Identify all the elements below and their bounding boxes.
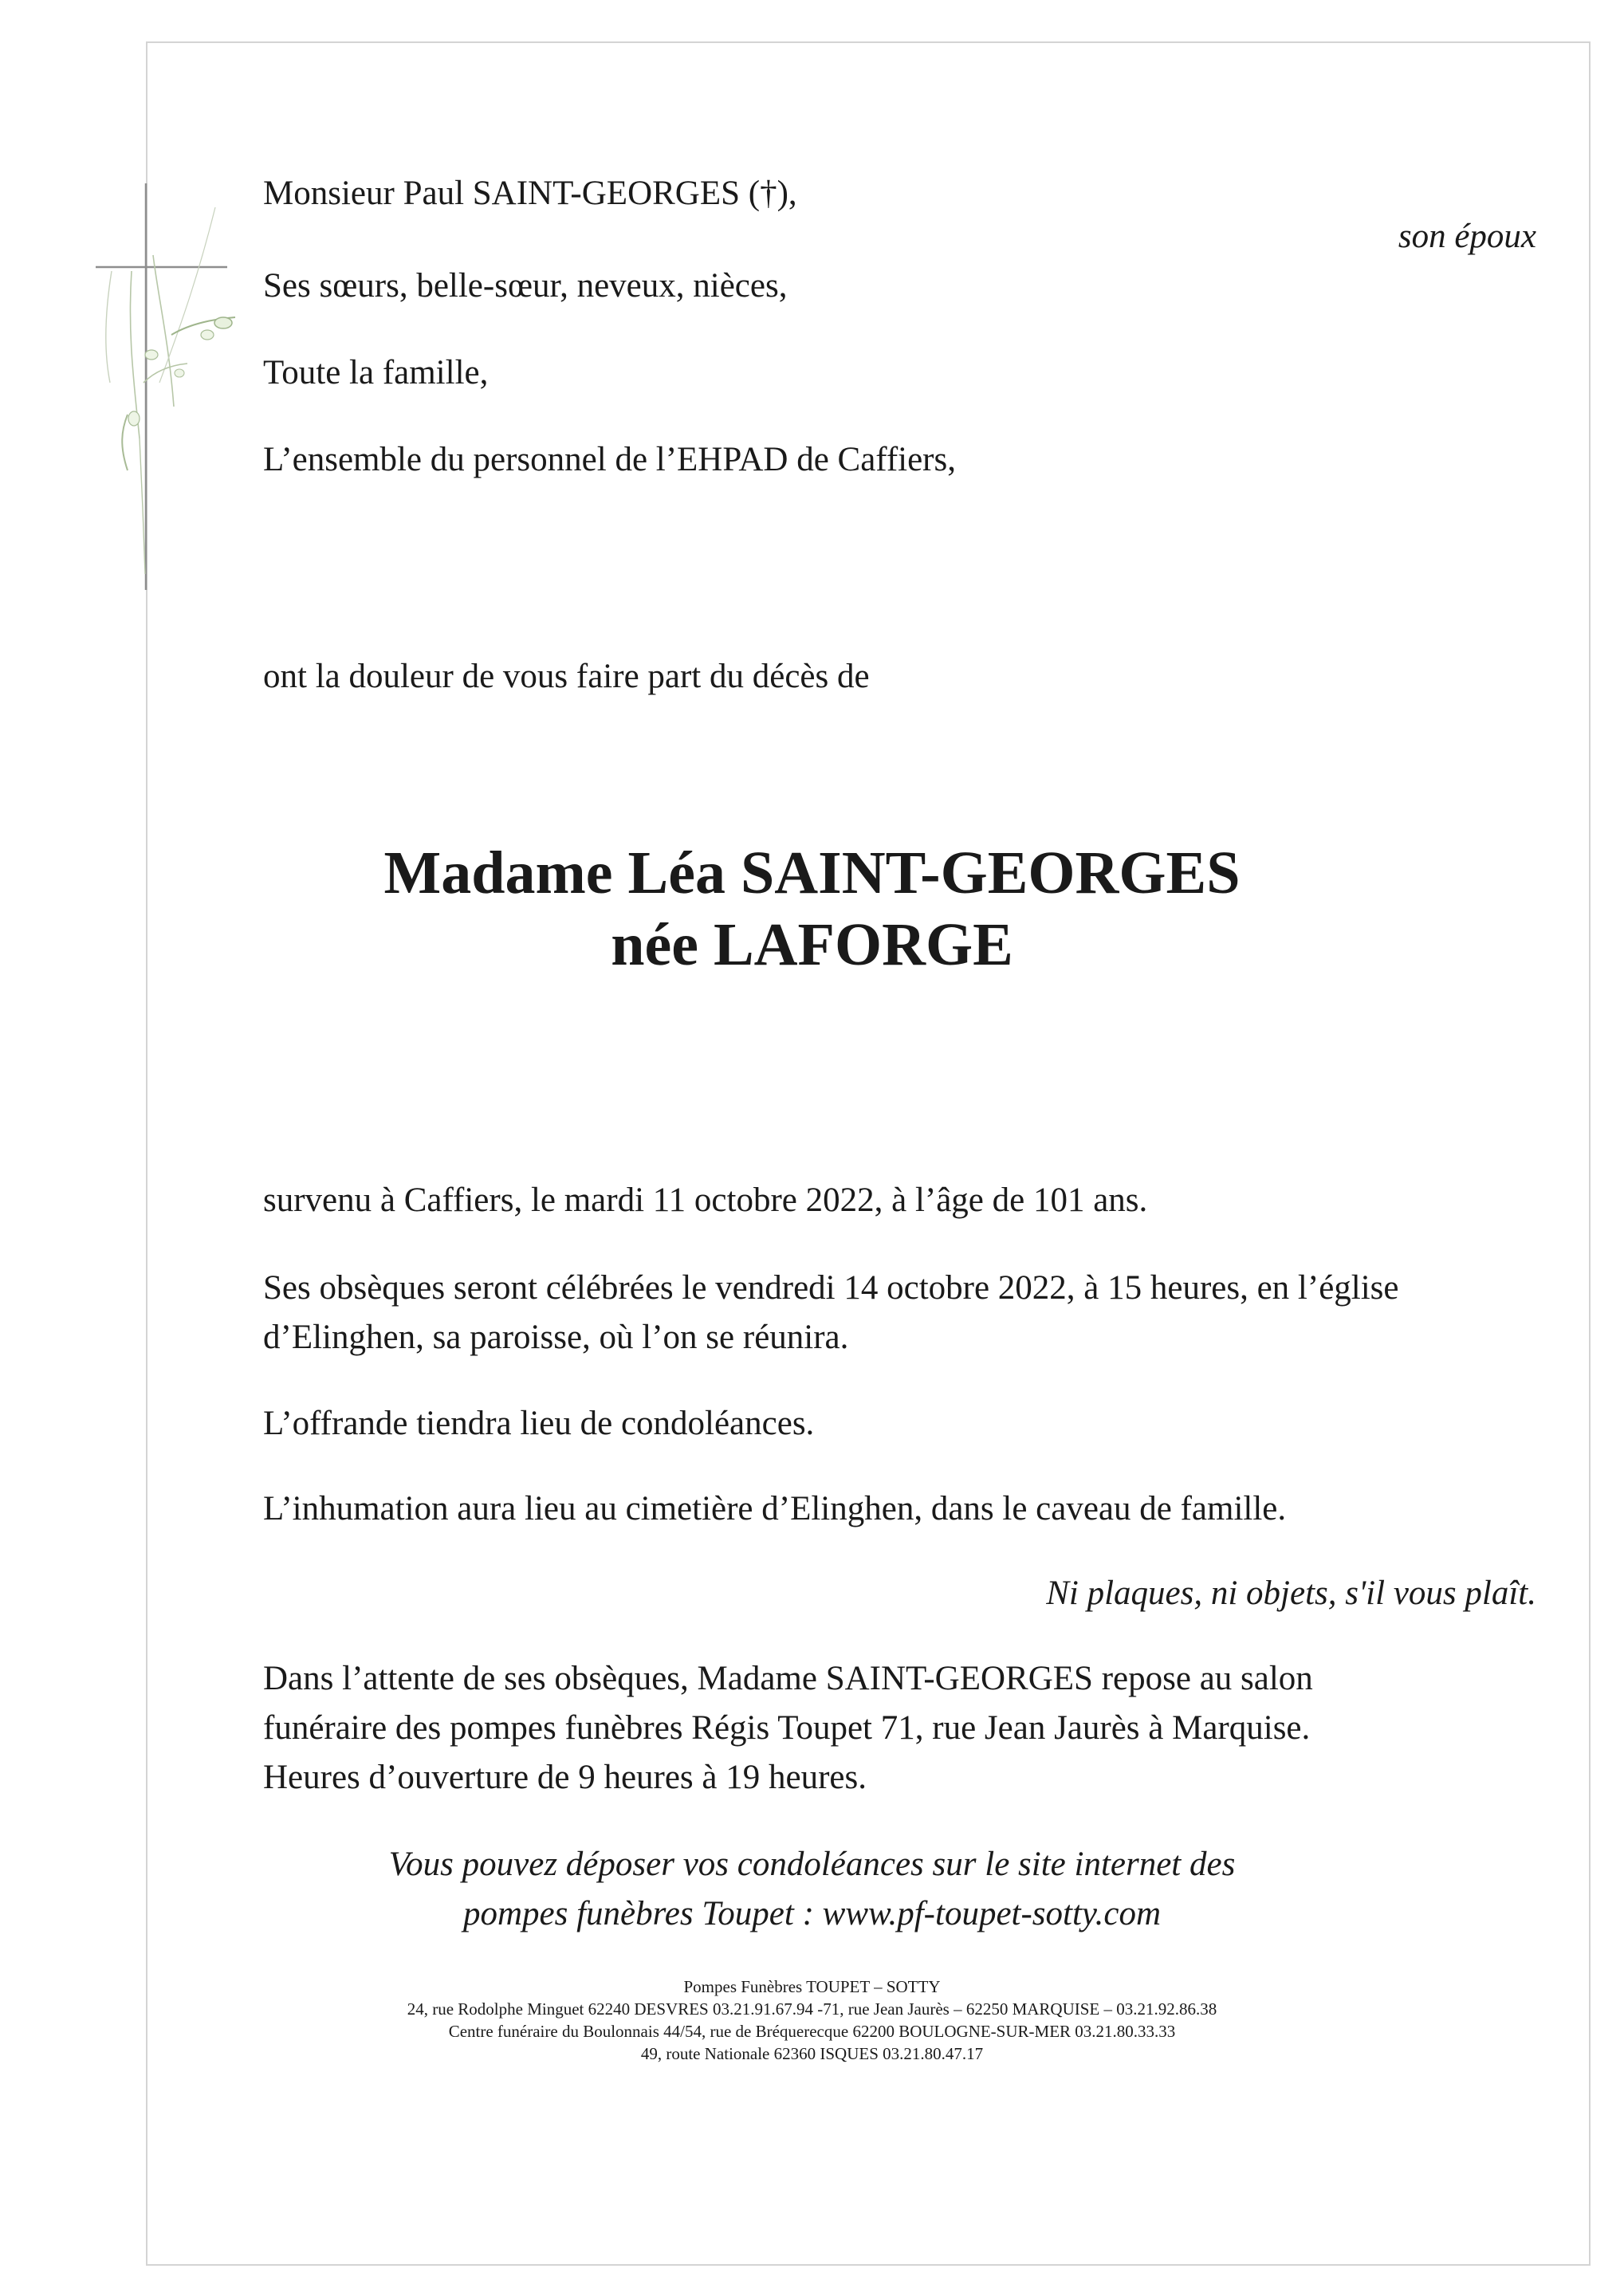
condolences-line-1: Vous pouvez déposer vos condoléances sur le site internet des <box>388 1846 1236 1883</box>
announcement: ont la douleur de vous faire part du décès de <box>263 658 870 695</box>
funeral-line-1: Ses obsèques seront célébrées le vendredi 14 octobre 2022, à 15 heures, en l’église <box>263 1269 1399 1307</box>
rest-line-3: Heures d’ouverture de 9 heures à 19 heures. <box>263 1759 867 1796</box>
offering-note: L’offrande tiendra lieu de condoléances. <box>263 1405 815 1442</box>
condolences-line-2: pompes funèbres Toupet : www.pf-toupet-sotty.com <box>462 1895 1162 1932</box>
rest-line-2: funéraire des pompes funèbres Régis Toupet 71, rue Jean Jaurès à Marquise. <box>263 1709 1311 1747</box>
deceased-maiden-name: née LAFORGE <box>611 911 1013 978</box>
rest-line-1: Dans l’attente de ses obsèques, Madame SAINT-GEORGES repose au salon <box>263 1660 1313 1697</box>
footer-address-1: 24, rue Rodolphe Minguet 62240 DESVRES 03.21.91.67.94 -71, rue Jean Jaurès – 62250 MARQUISE – 03.21.92.86.38 <box>407 1999 1217 2019</box>
family-siblings: Ses sœurs, belle-sœur, neveux, nièces, <box>263 267 788 305</box>
husband-role: son époux <box>1398 218 1536 255</box>
family-all: Toute la famille, <box>263 354 489 391</box>
no-flowers-note: Ni plaques, ni objets, s'il vous plaît. <box>1046 1575 1536 1612</box>
death-details: survenu à Caffiers, le mardi 11 octobre 2022, à l’âge de 101 ans. <box>263 1181 1148 1219</box>
footer-company: Pompes Funèbres TOUPET – SOTTY <box>683 1977 941 1996</box>
funeral-line-2: d’Elinghen, sa paroisse, où l’on se réunira. <box>263 1319 849 1356</box>
footer-address-3: 49, route Nationale 62360 ISQUES 03.21.80.47.17 <box>640 2044 984 2063</box>
family-husband: Monsieur Paul SAINT-GEORGES (†), <box>263 175 797 212</box>
family-staff: L’ensemble du personnel de l’EHPAD de Caffiers, <box>263 441 956 478</box>
burial-details: L’inhumation aura lieu au cimetière d’Elinghen, dans le caveau de famille. <box>263 1490 1287 1527</box>
footer-address-2: Centre funéraire du Boulonnais 44/54, rue de Bréquerecque 62200 BOULOGNE-SUR-MER 03.21.80.33.33 <box>448 2022 1176 2041</box>
deceased-name: Madame Léa SAINT-GEORGES <box>383 839 1241 906</box>
